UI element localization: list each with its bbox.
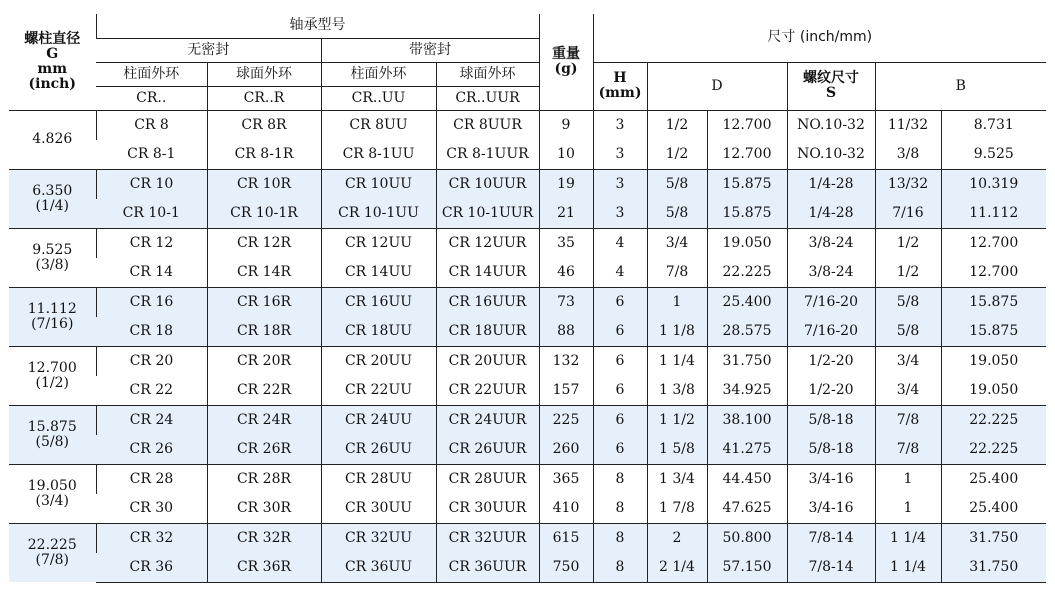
table-row <box>9 494 1046 524</box>
header-code-cr: CR.. <box>96 86 207 110</box>
thread-size-cell: 1/4-28 <box>787 169 875 199</box>
model-crr-cell: CR 24R <box>207 405 321 435</box>
model-cruu-cell: CR 28UU <box>321 464 436 494</box>
weight-cell: 615 <box>539 523 593 553</box>
d-inch-cell: 2 <box>647 523 707 553</box>
header-thread-label: 螺纹尺寸 <box>803 70 859 86</box>
h-value-cell: 6 <box>593 376 647 406</box>
header-cyl-outer-1: 柱面外环 <box>96 62 207 86</box>
model-cruur-cell: CR 16UUR <box>436 287 539 317</box>
header-weight-label: 重量 <box>552 45 580 62</box>
model-crr-cell: CR 8R <box>207 110 321 140</box>
stud-diameter-inch: (5/8) <box>35 433 69 450</box>
model-crr-cell: CR 26R <box>207 435 321 465</box>
h-value-cell: 3 <box>593 169 647 199</box>
table-header <box>9 14 1046 110</box>
b-inch-cell: 13/32 <box>875 169 941 199</box>
h-value-cell: 6 <box>593 405 647 435</box>
h-value-cell: 8 <box>593 523 647 553</box>
model-cr-cell: CR 24 <box>96 405 207 435</box>
d-mm-cell: 47.625 <box>707 494 787 524</box>
model-cruu-cell: CR 22UU <box>321 376 436 406</box>
weight-cell: 9 <box>539 110 593 140</box>
model-cruu-cell: CR 36UU <box>321 553 436 583</box>
header-code-cruu: CR..UU <box>321 86 436 110</box>
weight-cell: 410 <box>539 494 593 524</box>
h-value-cell: 8 <box>593 494 647 524</box>
d-mm-cell: 22.225 <box>707 258 787 288</box>
model-cr-cell: CR 20 <box>96 346 207 376</box>
stud-diameter-inch: (7/8) <box>35 551 69 568</box>
model-cruur-cell: CR 28UUR <box>436 464 539 494</box>
header-with-seal: 带密封 <box>321 38 539 62</box>
b-mm-cell: 12.700 <box>941 228 1046 258</box>
thread-size-cell: 5/8-18 <box>787 435 875 465</box>
b-inch-cell: 3/4 <box>875 346 941 376</box>
model-cruu-cell: CR 8-1UU <box>321 140 436 170</box>
bearing-spec-table <box>9 14 1046 583</box>
model-cr-cell: CR 18 <box>96 317 207 347</box>
weight-cell: 132 <box>539 346 593 376</box>
b-mm-cell: 11.112 <box>941 199 1046 229</box>
model-cruu-cell: CR 14UU <box>321 258 436 288</box>
model-cr-cell: CR 10 <box>96 169 207 199</box>
stud-diameter-mm: 12.700 <box>27 359 77 376</box>
model-cr-cell: CR 26 <box>96 435 207 465</box>
d-mm-cell: 19.050 <box>707 228 787 258</box>
stud-diameter-cell <box>9 228 96 287</box>
b-inch-cell: 3/8 <box>875 140 941 170</box>
thread-size-cell: 7/16-20 <box>787 317 875 347</box>
header-code-crr: CR..R <box>207 86 321 110</box>
stud-diameter-mm: 15.875 <box>27 418 77 435</box>
thread-size-cell: 3/8-24 <box>787 258 875 288</box>
header-no-seal: 无密封 <box>96 38 321 62</box>
header-dimensions: 尺寸 (inch/mm) <box>593 14 1046 62</box>
model-cruur-cell: CR 8-1UUR <box>436 140 539 170</box>
stud-diameter-inch: (1/4) <box>35 197 69 214</box>
thread-size-cell: 3/4-16 <box>787 494 875 524</box>
table-row <box>9 199 1046 229</box>
model-crr-cell: CR 8-1R <box>207 140 321 170</box>
weight-cell: 10 <box>539 140 593 170</box>
b-mm-cell: 19.050 <box>941 346 1046 376</box>
b-inch-cell: 3/4 <box>875 376 941 406</box>
stud-diameter-mm: 9.525 <box>32 241 73 258</box>
b-inch-cell: 7/8 <box>875 405 941 435</box>
spec-table-container <box>9 14 1046 583</box>
h-value-cell: 3 <box>593 199 647 229</box>
header-h-label: H <box>613 70 627 86</box>
h-value-cell: 8 <box>593 553 647 583</box>
weight-cell: 35 <box>539 228 593 258</box>
model-cruu-cell: CR 32UU <box>321 523 436 553</box>
d-mm-cell: 31.750 <box>707 346 787 376</box>
h-value-cell: 6 <box>593 317 647 347</box>
model-crr-cell: CR 18R <box>207 317 321 347</box>
stud-diameter-mm: 11.112 <box>27 300 77 317</box>
table-row <box>9 464 1046 494</box>
model-cruu-cell: CR 26UU <box>321 435 436 465</box>
table-body <box>9 110 1046 582</box>
thread-size-cell: 3/8-24 <box>787 228 875 258</box>
d-inch-cell: 1 3/4 <box>647 464 707 494</box>
d-mm-cell: 38.100 <box>707 405 787 435</box>
stud-diameter-cell <box>9 169 96 228</box>
stud-diameter-cell <box>9 464 96 523</box>
model-cruur-cell: CR 18UUR <box>436 317 539 347</box>
b-inch-cell: 5/8 <box>875 317 941 347</box>
b-mm-cell: 15.875 <box>941 287 1046 317</box>
model-cruur-cell: CR 24UUR <box>436 405 539 435</box>
d-inch-cell: 3/4 <box>647 228 707 258</box>
table-row <box>9 140 1046 170</box>
model-crr-cell: CR 10R <box>207 169 321 199</box>
header-code-cruur: CR..UUR <box>436 86 539 110</box>
model-cruu-cell: CR 20UU <box>321 346 436 376</box>
header-s-label: S <box>825 85 837 101</box>
b-mm-cell: 22.225 <box>941 405 1046 435</box>
d-inch-cell: 1 5/8 <box>647 435 707 465</box>
model-cr-cell: CR 10-1 <box>96 199 207 229</box>
d-inch-cell: 7/8 <box>647 258 707 288</box>
b-mm-cell: 12.700 <box>941 258 1046 288</box>
thread-size-cell: 1/2-20 <box>787 346 875 376</box>
stud-diameter-inch: (3/4) <box>35 492 69 509</box>
d-inch-cell: 1 7/8 <box>647 494 707 524</box>
d-inch-cell: 5/8 <box>647 199 707 229</box>
thread-size-cell: 1/2-20 <box>787 376 875 406</box>
b-inch-cell: 1/2 <box>875 228 941 258</box>
header-g-label: 螺柱直径 <box>24 30 81 47</box>
weight-cell: 19 <box>539 169 593 199</box>
stud-diameter-cell <box>9 405 96 464</box>
header-g-symbol: G <box>46 45 59 62</box>
h-value-cell: 3 <box>593 140 647 170</box>
weight-cell: 88 <box>539 317 593 347</box>
b-mm-cell: 19.050 <box>941 376 1046 406</box>
thread-size-cell: 5/8-18 <box>787 405 875 435</box>
model-cruur-cell: CR 32UUR <box>436 523 539 553</box>
b-mm-cell: 31.750 <box>941 553 1046 583</box>
d-inch-cell: 1 1/8 <box>647 317 707 347</box>
d-inch-cell: 1/2 <box>647 110 707 140</box>
header-stud-diameter <box>9 14 96 110</box>
model-cruur-cell: CR 26UUR <box>436 435 539 465</box>
model-cr-cell: CR 36 <box>96 553 207 583</box>
table-row <box>9 169 1046 199</box>
thread-size-cell: 7/16-20 <box>787 287 875 317</box>
stud-diameter-mm: 19.050 <box>27 477 77 494</box>
header-h-unit: (mm) <box>598 85 642 101</box>
d-inch-cell: 2 1/4 <box>647 553 707 583</box>
model-cruu-cell: CR 16UU <box>321 287 436 317</box>
d-inch-cell: 1 <box>647 287 707 317</box>
b-inch-cell: 7/8 <box>875 435 941 465</box>
thread-size-cell: NO.10-32 <box>787 110 875 140</box>
b-inch-cell: 1 1/4 <box>875 553 941 583</box>
model-cruu-cell: CR 24UU <box>321 405 436 435</box>
stud-diameter-mm: 4.826 <box>32 131 73 147</box>
d-inch-cell: 1 1/4 <box>647 346 707 376</box>
stud-diameter-mm: 22.225 <box>27 536 77 553</box>
b-inch-cell: 1 <box>875 494 941 524</box>
header-sph-outer-2: 球面外环 <box>436 62 539 86</box>
d-inch-cell: 1/2 <box>647 140 707 170</box>
d-mm-cell: 25.400 <box>707 287 787 317</box>
b-inch-cell: 11/32 <box>875 110 941 140</box>
model-cr-cell: CR 22 <box>129 381 174 398</box>
model-cruu-cell: CR 10-1UU <box>321 199 436 229</box>
d-inch-cell: 1 1/2 <box>647 405 707 435</box>
d-mm-cell: 28.575 <box>707 317 787 347</box>
model-crr-cell: CR 22R <box>207 376 321 406</box>
b-mm-cell: 10.319 <box>941 169 1046 199</box>
stud-diameter-mm: 6.350 <box>32 182 73 199</box>
d-mm-cell: 15.875 <box>707 199 787 229</box>
h-value-cell: 4 <box>593 258 647 288</box>
thread-size-cell: 3/4-16 <box>787 464 875 494</box>
model-crr-cell: CR 20R <box>207 346 321 376</box>
table-row <box>9 258 1046 288</box>
header-g-inch: (inch) <box>28 75 76 92</box>
stud-diameter-inch: (7/16) <box>31 315 74 332</box>
d-mm-cell: 41.275 <box>707 435 787 465</box>
model-cr-cell: CR 14 <box>129 263 174 280</box>
table-row <box>9 376 1046 406</box>
model-cr-cell: CR 8-1 <box>127 145 176 162</box>
model-cruu-cell: CR 18UU <box>321 317 436 347</box>
b-mm-cell: 8.731 <box>941 110 1046 140</box>
b-inch-cell: 5/8 <box>875 287 941 317</box>
stud-diameter-cell <box>9 287 96 346</box>
model-crr-cell: CR 12R <box>207 228 321 258</box>
model-cr-cell: CR 16 <box>96 287 207 317</box>
table-row <box>9 405 1046 435</box>
weight-cell: 365 <box>539 464 593 494</box>
h-value-cell: 6 <box>593 287 647 317</box>
model-crr-cell: CR 16R <box>207 287 321 317</box>
header-bearing-model: 轴承型号 <box>96 14 539 38</box>
header-thread <box>787 62 875 110</box>
h-value-cell: 4 <box>593 228 647 258</box>
header-cyl-outer-2: 柱面外环 <box>321 62 436 86</box>
h-value-cell: 6 <box>593 435 647 465</box>
table-row <box>9 523 1046 553</box>
model-cr-cell: CR 30 <box>129 499 174 516</box>
thread-size-cell: 7/8-14 <box>787 523 875 553</box>
model-cruur-cell: CR 10-1UUR <box>436 199 539 229</box>
stud-diameter-cell <box>9 523 96 582</box>
weight-cell: 750 <box>539 553 593 583</box>
model-cr-cell: CR 28 <box>96 464 207 494</box>
b-mm-cell: 22.225 <box>941 435 1046 465</box>
b-inch-cell: 1 1/4 <box>875 523 941 553</box>
thread-size-cell: 1/4-28 <box>787 199 875 229</box>
header-h <box>593 62 647 110</box>
weight-cell: 225 <box>539 405 593 435</box>
thread-size-cell: NO.10-32 <box>787 140 875 170</box>
d-mm-cell: 34.925 <box>707 376 787 406</box>
weight-cell: 260 <box>539 435 593 465</box>
h-value-cell: 6 <box>593 346 647 376</box>
weight-cell: 73 <box>539 287 593 317</box>
model-crr-cell: CR 30R <box>207 494 321 524</box>
header-g-mm: mm <box>37 60 68 77</box>
b-inch-cell: 7/16 <box>875 199 941 229</box>
d-mm-cell: 12.700 <box>707 110 787 140</box>
table-row <box>9 287 1046 317</box>
table-row <box>9 228 1046 258</box>
h-value-cell: 3 <box>593 110 647 140</box>
d-inch-cell: 5/8 <box>647 169 707 199</box>
model-cruu-cell: CR 12UU <box>321 228 436 258</box>
model-crr-cell: CR 28R <box>207 464 321 494</box>
model-cruur-cell: CR 14UUR <box>436 258 539 288</box>
header-weight-unit: (g) <box>554 60 578 77</box>
model-cr-cell: CR 8 <box>96 110 207 140</box>
d-mm-cell: 57.150 <box>707 553 787 583</box>
d-mm-cell: 15.875 <box>707 169 787 199</box>
b-mm-cell: 9.525 <box>941 140 1046 170</box>
table-row <box>9 317 1046 347</box>
model-crr-cell: CR 32R <box>207 523 321 553</box>
table-row <box>9 346 1046 376</box>
stud-diameter-inch: (1/2) <box>35 374 69 391</box>
b-mm-cell: 15.875 <box>941 317 1046 347</box>
weight-cell: 157 <box>539 376 593 406</box>
model-cruur-cell: CR 12UUR <box>436 228 539 258</box>
model-cruur-cell: CR 22UUR <box>436 376 539 406</box>
model-cruur-cell: CR 10UUR <box>436 169 539 199</box>
d-mm-cell: 12.700 <box>707 140 787 170</box>
model-crr-cell: CR 36R <box>207 553 321 583</box>
model-cruur-cell: CR 8UUR <box>436 110 539 140</box>
model-cruu-cell: CR 30UU <box>321 494 436 524</box>
model-crr-cell: CR 14R <box>207 258 321 288</box>
table-row <box>9 110 1046 140</box>
stud-diameter-inch: (3/8) <box>35 256 69 273</box>
h-value-cell: 8 <box>593 464 647 494</box>
model-crr-cell: CR 10-1R <box>207 199 321 229</box>
stud-diameter-cell <box>9 346 96 405</box>
header-sph-outer-1: 球面外环 <box>207 62 321 86</box>
header-d: D <box>647 62 787 110</box>
d-mm-cell: 50.800 <box>707 523 787 553</box>
b-mm-cell: 31.750 <box>941 523 1046 553</box>
model-cruu-cell: CR 10UU <box>321 169 436 199</box>
weight-cell: 46 <box>539 258 593 288</box>
header-weight <box>539 14 593 110</box>
stud-diameter-cell <box>9 110 96 169</box>
model-cruu-cell: CR 8UU <box>321 110 436 140</box>
weight-cell: 21 <box>539 199 593 229</box>
b-inch-cell: 1 <box>875 464 941 494</box>
d-inch-cell: 1 3/8 <box>647 376 707 406</box>
model-cr-cell: CR 32 <box>96 523 207 553</box>
table-row <box>9 553 1046 583</box>
table-row <box>9 435 1046 465</box>
b-mm-cell: 25.400 <box>941 464 1046 494</box>
model-cruur-cell: CR 20UUR <box>436 346 539 376</box>
header-b: B <box>875 62 1046 110</box>
model-cruur-cell: CR 36UUR <box>436 553 539 583</box>
thread-size-cell: 7/8-14 <box>787 553 875 583</box>
b-inch-cell: 1/2 <box>875 258 941 288</box>
b-mm-cell: 25.400 <box>941 494 1046 524</box>
model-cruur-cell: CR 30UUR <box>436 494 539 524</box>
d-mm-cell: 44.450 <box>707 464 787 494</box>
model-cr-cell: CR 12 <box>96 228 207 258</box>
